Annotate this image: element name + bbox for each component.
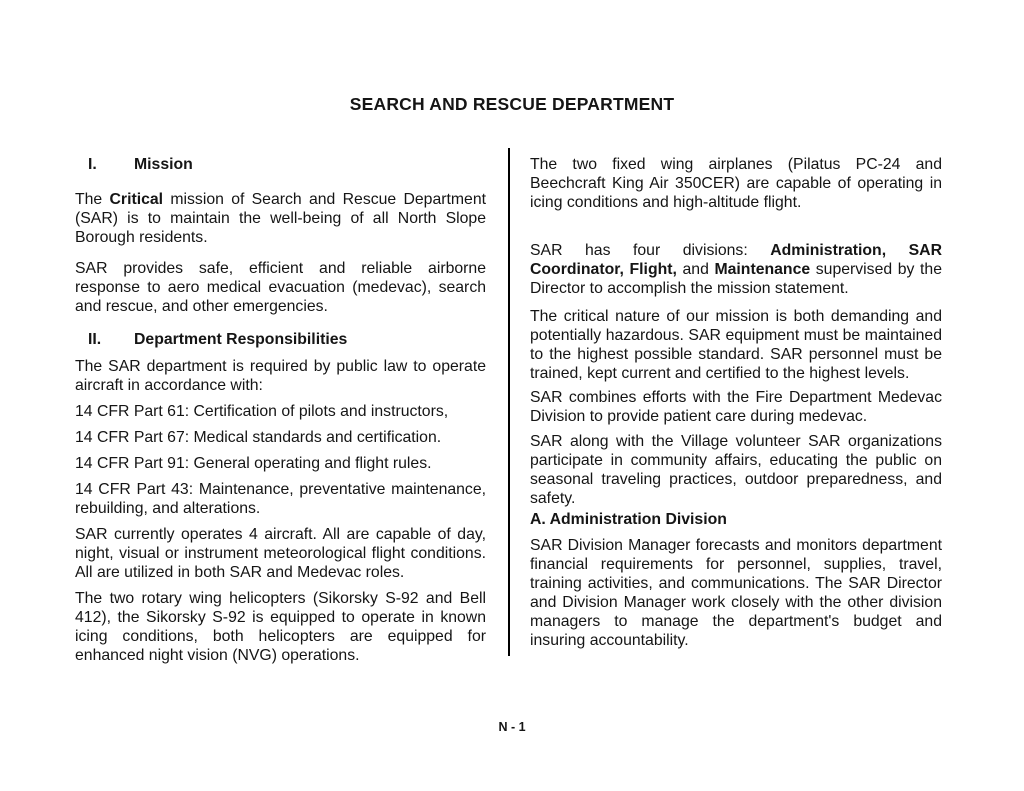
paragraph-cfr-43: 14 CFR Part 43: Maintenance, preventative maintenance, rebuilding, and alterations. <box>75 481 486 517</box>
text-run: mission of Search and Rescue Department (SAR) is to maintain the well-being of all North Slope Borough residents. <box>75 191 487 246</box>
text-run: The <box>75 191 110 208</box>
text-run-bold: Critical <box>109 191 164 208</box>
paragraph-rotary-wing: The two rotary wing helicopters (Sikorsky S-92 and Bell 412), the Sikorsky S-92 is equipped to operate in known icing conditions, both helicopters are equipped for enhanced night vision (NVG) operations. <box>75 590 486 664</box>
text-run: SAR has four divisions: <box>530 242 771 259</box>
section-title: Mission <box>134 156 193 173</box>
document-title: SEARCH AND RESCUE DEPARTMENT <box>349 94 675 114</box>
right-column <box>530 155 942 650</box>
text-run: supervised by the Director to accomplish the mission statement. <box>530 261 942 297</box>
paragraph-cfr-91: 14 CFR Part 91: General operating and flight rules. <box>75 455 432 472</box>
text-run-bold: SAR Coordinator, <box>530 242 942 278</box>
text-run: and <box>676 261 715 278</box>
section-numeral: I. <box>88 156 97 173</box>
paragraph-fixed-wing: The two fixed wing airplanes (Pilatus PC-24 and Beechcraft King Air 350CER) are capable of operating in icing conditions and high-altitude flight. <box>530 156 942 211</box>
paragraph-cfr-67: 14 CFR Part 67: Medical standards and certification. <box>75 429 442 446</box>
paragraph-public-law: The SAR department is required by public law to operate aircraft in accordance with: <box>75 358 486 394</box>
paragraph-divisions <box>530 241 942 298</box>
paragraph-cfr-61: 14 CFR Part 61: Certification of pilots and instructors, <box>75 403 449 420</box>
document-body <box>75 155 942 665</box>
text-run-bold: Administration, <box>770 242 909 259</box>
paragraph-division-manager: SAR Division Manager forecasts and monitors department financial requirements for personnel, supplies, travel, training activities, and communications. The SAR Director and Division Manager work closely with the other division managers to manage the department's budget and insuring accountability. <box>530 537 942 649</box>
paragraph-aircraft-count: SAR currently operates 4 aircraft. All are capable of day, night, visual or instrument meteorological flight conditions. All are utilized in both SAR and Medevac roles. <box>75 526 486 581</box>
section-title: Department Responsibilities <box>134 331 348 348</box>
section-numeral: II. <box>88 331 102 348</box>
page-number: N - 1 <box>498 720 526 734</box>
paragraph-mission-statement <box>75 190 486 247</box>
paragraph-fire-department: SAR combines efforts with the Fire Department Medevac Division to provide patient care during medevac. <box>530 389 942 425</box>
text-run-bold: Flight, <box>629 261 677 278</box>
paragraph-airborne-response: SAR provides safe, efficient and reliable airborne response to aero medical evacuation (medevac), search and rescue, and other emergencies. <box>75 260 486 315</box>
left-column <box>75 155 486 665</box>
paragraph-village-volunteer: SAR along with the Village volunteer SAR organizations participate in community affairs, educating the public on seasonal traveling practices, outdoor preparedness, and safety. <box>530 433 942 507</box>
paragraph-critical-nature: The critical nature of our mission is both demanding and potentially hazardous. SAR equipment must be maintained to the highest possible standard. SAR personnel must be trained, kept current and certified to the highest levels. <box>530 308 942 382</box>
section-heading-responsibilities <box>75 330 486 349</box>
section-heading-mission <box>75 155 486 174</box>
section-heading-administration: A. Administration Division <box>530 511 727 528</box>
text-run-bold: Maintenance <box>714 261 811 278</box>
